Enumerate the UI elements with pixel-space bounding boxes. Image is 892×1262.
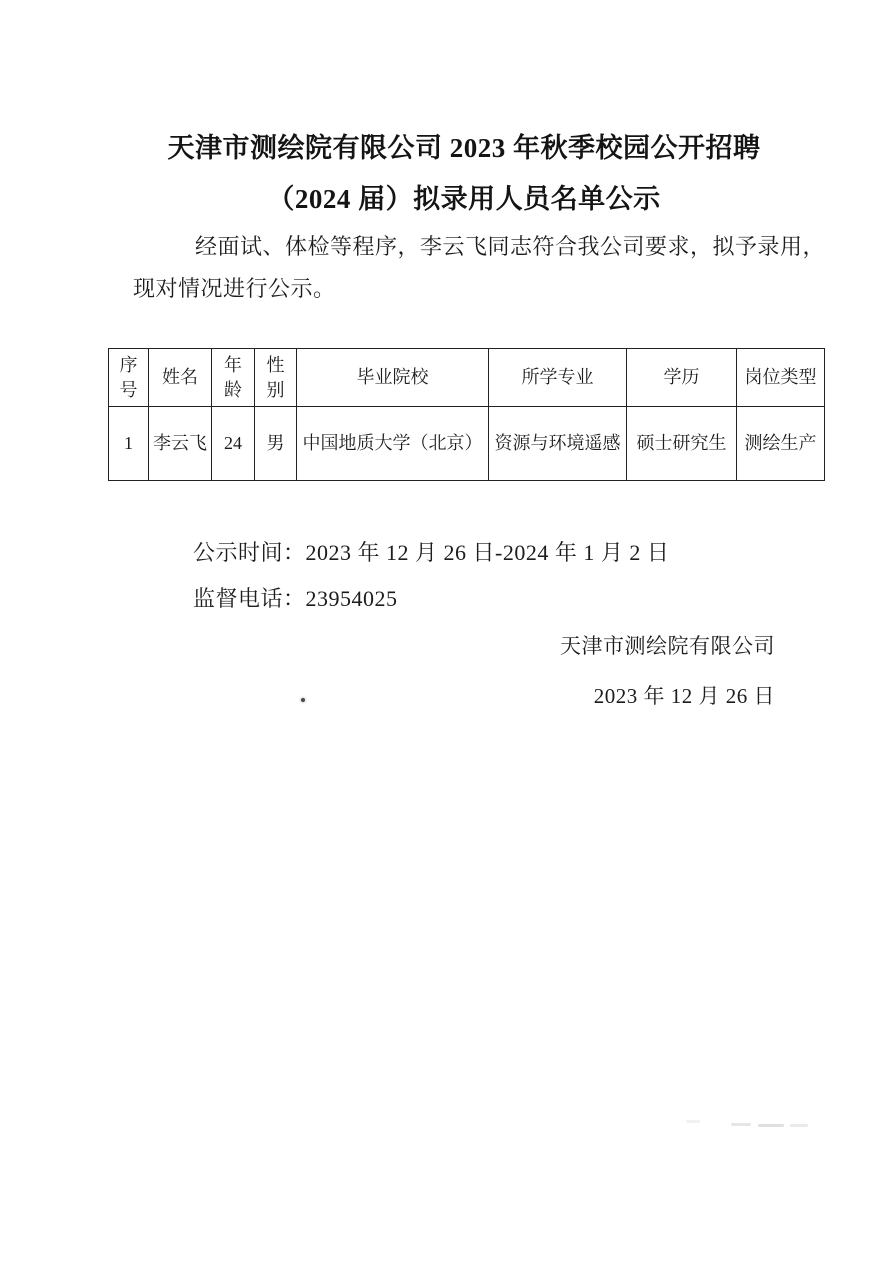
cell-education: 硕士研究生	[627, 407, 737, 481]
header-education: 学历	[627, 349, 737, 407]
publicity-period-line: 公示时间：2023 年 12 月 26 日-2024 年 1 月 2 日	[193, 540, 670, 565]
signature-date: 2023 年 12 月 26 日	[593, 684, 775, 708]
table-row	[109, 407, 825, 481]
cell-age: 24	[212, 407, 255, 481]
candidate-roster-table	[108, 348, 825, 481]
cell-serial-number: 1	[109, 407, 149, 481]
header-gender: 性别	[255, 349, 297, 407]
body-paragraph-line-2: 现对情况进行公示。	[133, 276, 336, 301]
header-major: 所学专业	[489, 349, 627, 407]
document-title-line-1: 天津市测绘院有限公司 2023 年秋季校园公开招聘	[167, 133, 761, 163]
header-position-type: 岗位类型	[737, 349, 825, 407]
header-age: 年龄	[212, 349, 255, 407]
body-paragraph-line-1: 经面试、体检等程序，李云飞同志符合我公司要求，拟予录用，	[195, 234, 826, 259]
header-serial-number: 序号	[109, 349, 149, 407]
cell-major: 资源与环境遥感	[489, 407, 627, 481]
document-title-line-2: （2024 届）拟录用人员名单公示	[267, 184, 661, 214]
cell-name: 李云飞	[149, 407, 212, 481]
supervision-phone-line: 监督电话：23954025	[193, 586, 398, 611]
scan-smudge-artifact	[758, 1124, 784, 1127]
header-graduate-school: 毕业院校	[297, 349, 489, 407]
cell-position-type: 测绘生产	[737, 407, 825, 481]
table-header-row	[109, 349, 825, 407]
scan-speck-artifact	[301, 698, 305, 702]
header-name: 姓名	[149, 349, 212, 407]
scan-smudge-artifact	[790, 1124, 808, 1127]
cell-graduate-school: 中国地质大学（北京）	[297, 407, 489, 481]
cell-gender: 男	[255, 407, 297, 481]
signature-company: 天津市测绘院有限公司	[560, 634, 775, 658]
scan-smudge-artifact	[686, 1120, 700, 1123]
scan-smudge-artifact	[731, 1123, 751, 1126]
